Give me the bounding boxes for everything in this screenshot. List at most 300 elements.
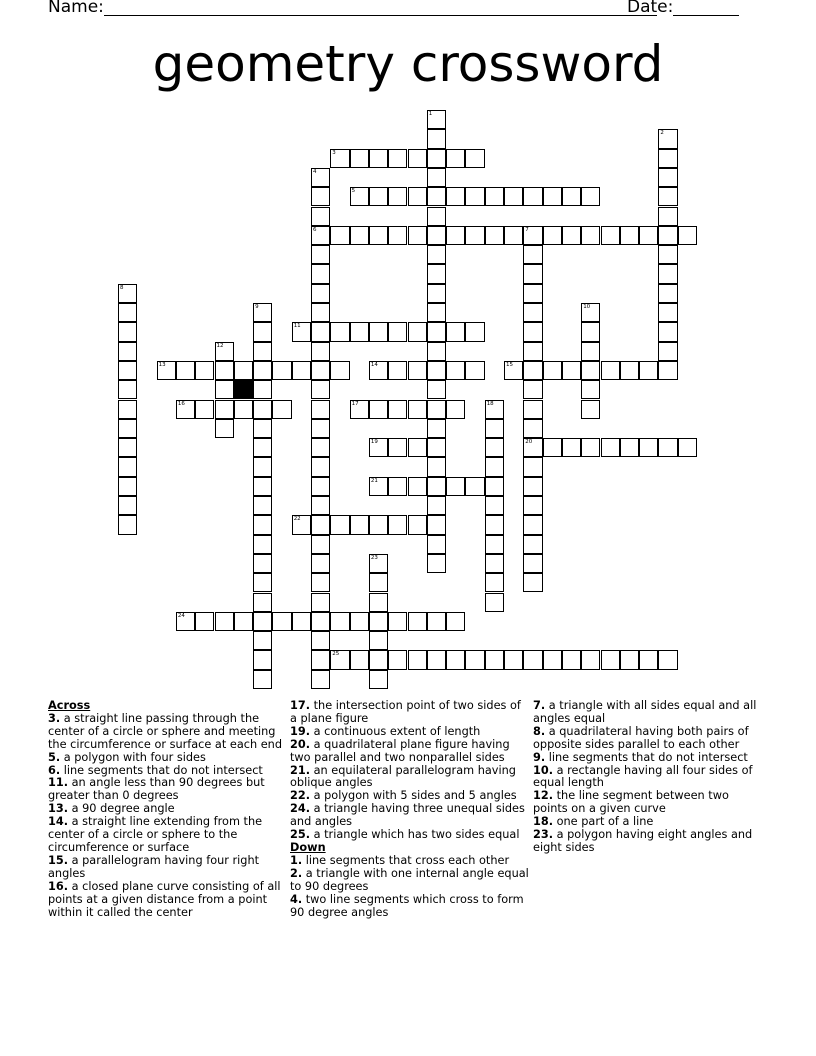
name-label: Name: bbox=[48, 0, 104, 17]
grid-cell[interactable] bbox=[118, 303, 137, 322]
grid-cell[interactable] bbox=[543, 650, 562, 669]
grid-cell[interactable] bbox=[311, 477, 330, 496]
grid-cell[interactable] bbox=[118, 322, 137, 341]
grid-cell[interactable] bbox=[658, 438, 677, 457]
grid-cell[interactable] bbox=[388, 515, 407, 534]
grid-cell[interactable] bbox=[253, 554, 272, 573]
grid-cell[interactable] bbox=[581, 342, 600, 361]
clue-column-3 bbox=[533, 700, 765, 855]
cell-number: 6 bbox=[313, 226, 317, 233]
grid-cell[interactable] bbox=[485, 496, 504, 515]
cell-number: 12 bbox=[216, 342, 224, 349]
grid-cell[interactable] bbox=[504, 226, 523, 245]
grid-cell[interactable] bbox=[446, 226, 465, 245]
grid-cell[interactable] bbox=[388, 322, 407, 341]
grid-cell[interactable] bbox=[215, 400, 234, 419]
grid-cell[interactable] bbox=[485, 477, 504, 496]
grid-cell[interactable] bbox=[369, 400, 388, 419]
grid-cell[interactable] bbox=[620, 438, 639, 457]
grid-cell[interactable] bbox=[523, 573, 542, 592]
grid-cell[interactable] bbox=[311, 438, 330, 457]
grid-cell[interactable] bbox=[446, 477, 465, 496]
grid-cell[interactable] bbox=[620, 361, 639, 380]
grid-cell[interactable] bbox=[581, 187, 600, 206]
grid-cell[interactable] bbox=[465, 477, 484, 496]
grid-cell[interactable] bbox=[388, 226, 407, 245]
grid-cell[interactable] bbox=[523, 477, 542, 496]
grid-cell[interactable] bbox=[523, 187, 542, 206]
grid-cell[interactable] bbox=[427, 438, 446, 457]
grid-cell[interactable] bbox=[581, 650, 600, 669]
grid-cell[interactable] bbox=[118, 457, 137, 476]
grid-cell[interactable] bbox=[446, 149, 465, 168]
grid-cell[interactable] bbox=[330, 322, 349, 341]
grid-cell[interactable] bbox=[408, 612, 427, 631]
grid-cell[interactable] bbox=[369, 477, 388, 496]
cell-number: 22 bbox=[293, 516, 301, 523]
cell-number: 10 bbox=[583, 304, 591, 310]
cell-number: 19 bbox=[370, 439, 378, 446]
grid-cell[interactable] bbox=[311, 168, 330, 187]
grid-cell[interactable] bbox=[427, 129, 446, 148]
grid-cell[interactable] bbox=[601, 438, 620, 457]
grid-cell[interactable] bbox=[427, 149, 446, 168]
grid-cell[interactable] bbox=[369, 612, 388, 631]
grid-cell[interactable] bbox=[562, 361, 581, 380]
grid-cell[interactable] bbox=[311, 400, 330, 419]
grid-cell[interactable] bbox=[581, 400, 600, 419]
grid-cell[interactable] bbox=[523, 342, 542, 361]
grid-cell[interactable] bbox=[523, 535, 542, 554]
cell-number: 23 bbox=[370, 554, 378, 561]
grid-cell[interactable] bbox=[427, 226, 446, 245]
clue-across-22: 22. a polygon with 5 sides and 5 angles bbox=[290, 789, 517, 803]
grid-cell[interactable] bbox=[253, 380, 272, 399]
grid-cell[interactable] bbox=[311, 419, 330, 438]
grid-cell[interactable] bbox=[388, 477, 407, 496]
grid-cell[interactable] bbox=[601, 361, 620, 380]
grid-cell[interactable] bbox=[118, 438, 137, 457]
grid-cell[interactable] bbox=[195, 361, 214, 380]
grid-cell[interactable] bbox=[253, 612, 272, 631]
grid-cell[interactable] bbox=[658, 245, 677, 264]
grid-cell[interactable] bbox=[118, 400, 137, 419]
grid-cell[interactable] bbox=[543, 187, 562, 206]
grid-cell[interactable] bbox=[330, 361, 349, 380]
grid-cell[interactable] bbox=[369, 438, 388, 457]
grid-cell[interactable] bbox=[427, 554, 446, 573]
grid-cell[interactable] bbox=[465, 187, 484, 206]
grid-cell[interactable] bbox=[523, 438, 542, 457]
grid-cell[interactable] bbox=[485, 438, 504, 457]
grid-cell[interactable] bbox=[388, 650, 407, 669]
clue-across-11: 11. an angle less than 90 degrees but greater than 0 degrees bbox=[48, 776, 265, 803]
clue-column-1 bbox=[48, 700, 288, 919]
grid-cell[interactable] bbox=[330, 650, 349, 669]
grid-cell[interactable] bbox=[253, 670, 272, 689]
grid-cell[interactable] bbox=[465, 322, 484, 341]
grid-cell[interactable] bbox=[408, 515, 427, 534]
grid-cell[interactable] bbox=[408, 650, 427, 669]
cell-number: 14 bbox=[370, 361, 378, 368]
grid-cell[interactable] bbox=[523, 380, 542, 399]
grid-cell[interactable] bbox=[369, 361, 388, 380]
grid-cell[interactable] bbox=[427, 457, 446, 476]
grid-cell[interactable] bbox=[118, 515, 137, 534]
clue-across-17: 17. the intersection point of two sides of a plane figure bbox=[290, 699, 521, 725]
grid-cell[interactable] bbox=[658, 650, 677, 669]
grid-cell[interactable] bbox=[485, 400, 504, 419]
grid-cell[interactable] bbox=[485, 226, 504, 245]
grid-cell[interactable] bbox=[311, 670, 330, 689]
grid-cell[interactable] bbox=[176, 361, 195, 380]
grid-cell[interactable] bbox=[485, 554, 504, 573]
grid-cell[interactable] bbox=[118, 477, 137, 496]
grid-cell[interactable] bbox=[176, 400, 195, 419]
grid-cell[interactable] bbox=[253, 593, 272, 612]
clue-column-2 bbox=[290, 700, 530, 919]
grid-cell[interactable] bbox=[427, 496, 446, 515]
grid-cell[interactable] bbox=[253, 457, 272, 476]
grid-cell[interactable] bbox=[523, 515, 542, 534]
grid-cell[interactable] bbox=[523, 303, 542, 322]
grid-cell[interactable] bbox=[234, 612, 253, 631]
grid-cell[interactable] bbox=[427, 535, 446, 554]
grid-cell[interactable] bbox=[446, 187, 465, 206]
grid-cell[interactable] bbox=[639, 226, 658, 245]
grid-cell[interactable] bbox=[388, 438, 407, 457]
grid-cell[interactable] bbox=[311, 535, 330, 554]
grid-cell[interactable] bbox=[427, 303, 446, 322]
grid-cell[interactable] bbox=[427, 342, 446, 361]
cell-number: 4 bbox=[313, 168, 317, 175]
grid-cell[interactable] bbox=[388, 361, 407, 380]
grid-cell[interactable] bbox=[427, 245, 446, 264]
grid-cell[interactable] bbox=[427, 400, 446, 419]
grid-cell[interactable] bbox=[311, 264, 330, 283]
grid-cell[interactable] bbox=[292, 361, 311, 380]
grid-cell[interactable] bbox=[523, 554, 542, 573]
grid-cell[interactable] bbox=[658, 187, 677, 206]
grid-cell[interactable] bbox=[427, 650, 446, 669]
cell-number: 18 bbox=[486, 400, 494, 407]
grid-cell[interactable] bbox=[562, 187, 581, 206]
grid-cell[interactable] bbox=[427, 477, 446, 496]
clue-across-6: 6. line segments that do not intersect bbox=[48, 763, 263, 777]
grid-cell[interactable] bbox=[427, 419, 446, 438]
date-label: Date: bbox=[627, 0, 674, 17]
grid-cell[interactable] bbox=[658, 168, 677, 187]
cell-number: 11 bbox=[293, 323, 301, 330]
grid-cell[interactable] bbox=[658, 342, 677, 361]
grid-cell[interactable] bbox=[311, 631, 330, 650]
grid-cell[interactable] bbox=[118, 361, 137, 380]
grid-cell[interactable] bbox=[292, 322, 311, 341]
grid-cell[interactable] bbox=[369, 650, 388, 669]
grid-cell[interactable] bbox=[620, 650, 639, 669]
grid-cell[interactable] bbox=[601, 650, 620, 669]
grid-cell[interactable] bbox=[446, 400, 465, 419]
grid-cell[interactable] bbox=[523, 400, 542, 419]
grid-cell[interactable] bbox=[350, 650, 369, 669]
grid-cell[interactable] bbox=[253, 342, 272, 361]
grid-cell[interactable] bbox=[311, 457, 330, 476]
grid-cell[interactable] bbox=[369, 593, 388, 612]
grid-cell[interactable] bbox=[311, 284, 330, 303]
grid-cell[interactable] bbox=[369, 573, 388, 592]
grid-cell[interactable] bbox=[504, 187, 523, 206]
grid-cell[interactable] bbox=[369, 515, 388, 534]
grid-cell[interactable] bbox=[311, 593, 330, 612]
grid-cell[interactable] bbox=[311, 245, 330, 264]
grid-cell[interactable] bbox=[427, 380, 446, 399]
grid-cell[interactable] bbox=[465, 361, 484, 380]
grid-cell[interactable] bbox=[446, 361, 465, 380]
grid-cell[interactable] bbox=[311, 303, 330, 322]
grid-cell[interactable] bbox=[118, 380, 137, 399]
grid-cell[interactable] bbox=[658, 226, 677, 245]
grid-cell[interactable] bbox=[581, 380, 600, 399]
grid-cell[interactable] bbox=[408, 226, 427, 245]
grid-cell[interactable] bbox=[253, 400, 272, 419]
grid-cell[interactable] bbox=[350, 226, 369, 245]
grid-cell[interactable] bbox=[253, 515, 272, 534]
grid-cell[interactable] bbox=[620, 226, 639, 245]
grid-cell[interactable] bbox=[658, 149, 677, 168]
grid-cell[interactable] bbox=[292, 515, 311, 534]
grid-cell[interactable] bbox=[658, 284, 677, 303]
cell-number: 15 bbox=[506, 361, 513, 368]
grid-cell[interactable] bbox=[678, 226, 697, 245]
grid-cell[interactable] bbox=[678, 438, 697, 457]
grid-cell[interactable] bbox=[253, 650, 272, 669]
grid-cell[interactable] bbox=[408, 400, 427, 419]
clue-across-24: 24. a triangle having three unequal sides and angles bbox=[290, 802, 525, 829]
grid-cell[interactable] bbox=[408, 477, 427, 496]
grid-cell[interactable] bbox=[330, 226, 349, 245]
grid-cell[interactable] bbox=[581, 361, 600, 380]
grid-cell[interactable] bbox=[408, 322, 427, 341]
grid-cell[interactable] bbox=[427, 515, 446, 534]
grid-cell[interactable] bbox=[601, 226, 620, 245]
clue-across-21: 21. an equilateral parallelogram having oblique angles bbox=[290, 763, 516, 790]
grid-cell[interactable] bbox=[311, 496, 330, 515]
grid-cell[interactable] bbox=[118, 419, 137, 438]
grid-cell[interactable] bbox=[253, 631, 272, 650]
grid-cell[interactable] bbox=[253, 322, 272, 341]
grid-cell[interactable] bbox=[350, 187, 369, 206]
grid-cell[interactable] bbox=[581, 303, 600, 322]
grid-cell[interactable] bbox=[446, 612, 465, 631]
grid-cell[interactable] bbox=[350, 400, 369, 419]
grid-cell[interactable] bbox=[388, 149, 407, 168]
grid-cell[interactable] bbox=[330, 515, 349, 534]
grid-cell[interactable] bbox=[485, 187, 504, 206]
grid-cell[interactable] bbox=[427, 361, 446, 380]
grid-cell[interactable] bbox=[253, 477, 272, 496]
grid-cell[interactable] bbox=[543, 361, 562, 380]
grid-cell[interactable] bbox=[523, 457, 542, 476]
grid-cell[interactable] bbox=[485, 573, 504, 592]
grid-cell[interactable] bbox=[562, 226, 581, 245]
grid-cell[interactable] bbox=[118, 284, 137, 303]
across-heading: Across bbox=[48, 699, 91, 712]
grid-cell[interactable] bbox=[253, 361, 272, 380]
grid-cell[interactable] bbox=[215, 361, 234, 380]
grid-cell[interactable] bbox=[523, 361, 542, 380]
grid-cell[interactable] bbox=[427, 187, 446, 206]
grid-cell[interactable] bbox=[253, 303, 272, 322]
grid-cell[interactable] bbox=[311, 612, 330, 631]
grid-cell[interactable] bbox=[369, 670, 388, 689]
grid-cell[interactable] bbox=[523, 322, 542, 341]
grid-cell[interactable] bbox=[311, 322, 330, 341]
grid-cell[interactable] bbox=[118, 342, 137, 361]
grid-cell[interactable] bbox=[272, 361, 291, 380]
grid-cell[interactable] bbox=[176, 612, 195, 631]
grid-cell[interactable] bbox=[350, 515, 369, 534]
grid-cell[interactable] bbox=[504, 650, 523, 669]
grid-cell[interactable] bbox=[292, 612, 311, 631]
page-title: geometry crossword bbox=[152, 35, 664, 93]
grid-cell[interactable] bbox=[562, 650, 581, 669]
grid-cell[interactable] bbox=[253, 573, 272, 592]
grid-cell[interactable] bbox=[350, 612, 369, 631]
grid-cell[interactable] bbox=[639, 650, 658, 669]
grid-cell[interactable] bbox=[427, 322, 446, 341]
grid-cell[interactable] bbox=[215, 612, 234, 631]
grid-cell[interactable] bbox=[234, 361, 253, 380]
grid-cell[interactable] bbox=[215, 419, 234, 438]
grid-cell[interactable] bbox=[523, 496, 542, 515]
grid-cell[interactable] bbox=[504, 361, 523, 380]
grid-cell[interactable] bbox=[311, 573, 330, 592]
grid-cell[interactable] bbox=[330, 149, 349, 168]
grid-cell[interactable] bbox=[311, 342, 330, 361]
grid-cell[interactable] bbox=[369, 322, 388, 341]
grid-cell[interactable] bbox=[350, 322, 369, 341]
grid-cell[interactable] bbox=[523, 650, 542, 669]
grid-cell[interactable] bbox=[581, 438, 600, 457]
clue-down-7: 7. a triangle with all sides equal and all angles equal bbox=[533, 699, 757, 725]
grid-cell[interactable] bbox=[272, 612, 291, 631]
grid-cell[interactable] bbox=[369, 149, 388, 168]
grid-cell[interactable] bbox=[195, 612, 214, 631]
down-heading: Down bbox=[290, 840, 326, 854]
grid-cell[interactable] bbox=[427, 284, 446, 303]
grid-cell[interactable] bbox=[485, 419, 504, 438]
grid-cell[interactable] bbox=[465, 226, 484, 245]
grid-cell[interactable] bbox=[658, 322, 677, 341]
grid-cell[interactable] bbox=[427, 207, 446, 226]
grid-cell[interactable] bbox=[388, 400, 407, 419]
grid-cell[interactable] bbox=[485, 593, 504, 612]
clue-across-16: 16. a closed plane curve consisting of all points at a given distance from a point within it called the center bbox=[48, 879, 281, 919]
grid-cell[interactable] bbox=[427, 168, 446, 187]
grid-cell[interactable] bbox=[311, 187, 330, 206]
clue-across-20: 20. a quadrilateral plane figure having two parallel and two nonparallel sides bbox=[290, 737, 510, 764]
grid-cell[interactable] bbox=[446, 322, 465, 341]
grid-cell[interactable] bbox=[408, 149, 427, 168]
grid-cell[interactable] bbox=[658, 303, 677, 322]
grid-cell[interactable] bbox=[446, 650, 465, 669]
grid-cell[interactable] bbox=[485, 650, 504, 669]
grid-cell[interactable] bbox=[215, 380, 234, 399]
grid-cell[interactable] bbox=[562, 438, 581, 457]
grid-cell[interactable] bbox=[215, 342, 234, 361]
cell-number: 3 bbox=[332, 149, 336, 156]
grid-cell[interactable] bbox=[388, 612, 407, 631]
grid-cell[interactable] bbox=[543, 438, 562, 457]
grid-cell[interactable] bbox=[253, 419, 272, 438]
grid-cell[interactable] bbox=[485, 515, 504, 534]
grid-cell[interactable] bbox=[311, 650, 330, 669]
grid-cell[interactable] bbox=[408, 361, 427, 380]
grid-cell[interactable] bbox=[581, 226, 600, 245]
grid-cell[interactable] bbox=[427, 110, 446, 129]
grid-cell[interactable] bbox=[523, 284, 542, 303]
grid-cell[interactable] bbox=[369, 554, 388, 573]
grid-cell[interactable] bbox=[311, 380, 330, 399]
grid-cell[interactable] bbox=[311, 226, 330, 245]
grid-cell[interactable] bbox=[388, 187, 407, 206]
grid-cell[interactable] bbox=[427, 264, 446, 283]
grid-cell[interactable] bbox=[658, 264, 677, 283]
grid-cell[interactable] bbox=[465, 650, 484, 669]
grid-cell[interactable] bbox=[408, 438, 427, 457]
grid-cell[interactable] bbox=[272, 400, 291, 419]
grid-cell[interactable] bbox=[523, 226, 542, 245]
grid-cell[interactable] bbox=[543, 226, 562, 245]
grid-cell[interactable] bbox=[523, 419, 542, 438]
clue-down-9: 9. line segments that do not intersect bbox=[533, 750, 748, 764]
cell-number: 21 bbox=[370, 477, 378, 484]
grid-cell[interactable] bbox=[485, 535, 504, 554]
grid-cell[interactable] bbox=[311, 361, 330, 380]
grid-cell[interactable] bbox=[330, 612, 349, 631]
grid-cell[interactable] bbox=[639, 438, 658, 457]
grid-cell[interactable] bbox=[523, 264, 542, 283]
grid-cell[interactable] bbox=[234, 400, 253, 419]
grid-cell[interactable] bbox=[311, 554, 330, 573]
grid-cell[interactable] bbox=[658, 207, 677, 226]
grid-cell[interactable] bbox=[581, 322, 600, 341]
grid-cell[interactable] bbox=[350, 149, 369, 168]
grid-cell[interactable] bbox=[369, 226, 388, 245]
grid-cell[interactable] bbox=[658, 129, 677, 148]
grid-cell[interactable] bbox=[427, 612, 446, 631]
grid-cell[interactable] bbox=[523, 245, 542, 264]
grid-cell[interactable] bbox=[369, 187, 388, 206]
grid-cell[interactable] bbox=[408, 187, 427, 206]
cell-number: 25 bbox=[332, 651, 340, 658]
grid-cell[interactable] bbox=[253, 535, 272, 554]
clue-down-12: 12. the line segment between two points on a given curve bbox=[533, 789, 729, 816]
grid-cell[interactable] bbox=[118, 496, 137, 515]
grid-cell[interactable] bbox=[195, 400, 214, 419]
grid-cell[interactable] bbox=[157, 361, 176, 380]
grid-cell[interactable] bbox=[311, 515, 330, 534]
clue-across-15: 15. a parallelogram having four right angles bbox=[48, 853, 260, 880]
grid-cell[interactable] bbox=[465, 149, 484, 168]
grid-cell[interactable] bbox=[253, 438, 272, 457]
grid-cell[interactable] bbox=[485, 457, 504, 476]
grid-cell[interactable] bbox=[253, 496, 272, 515]
grid-cell[interactable] bbox=[658, 361, 677, 380]
grid-cell[interactable] bbox=[369, 631, 388, 650]
grid-cell[interactable] bbox=[639, 361, 658, 380]
grid-cell[interactable] bbox=[311, 207, 330, 226]
